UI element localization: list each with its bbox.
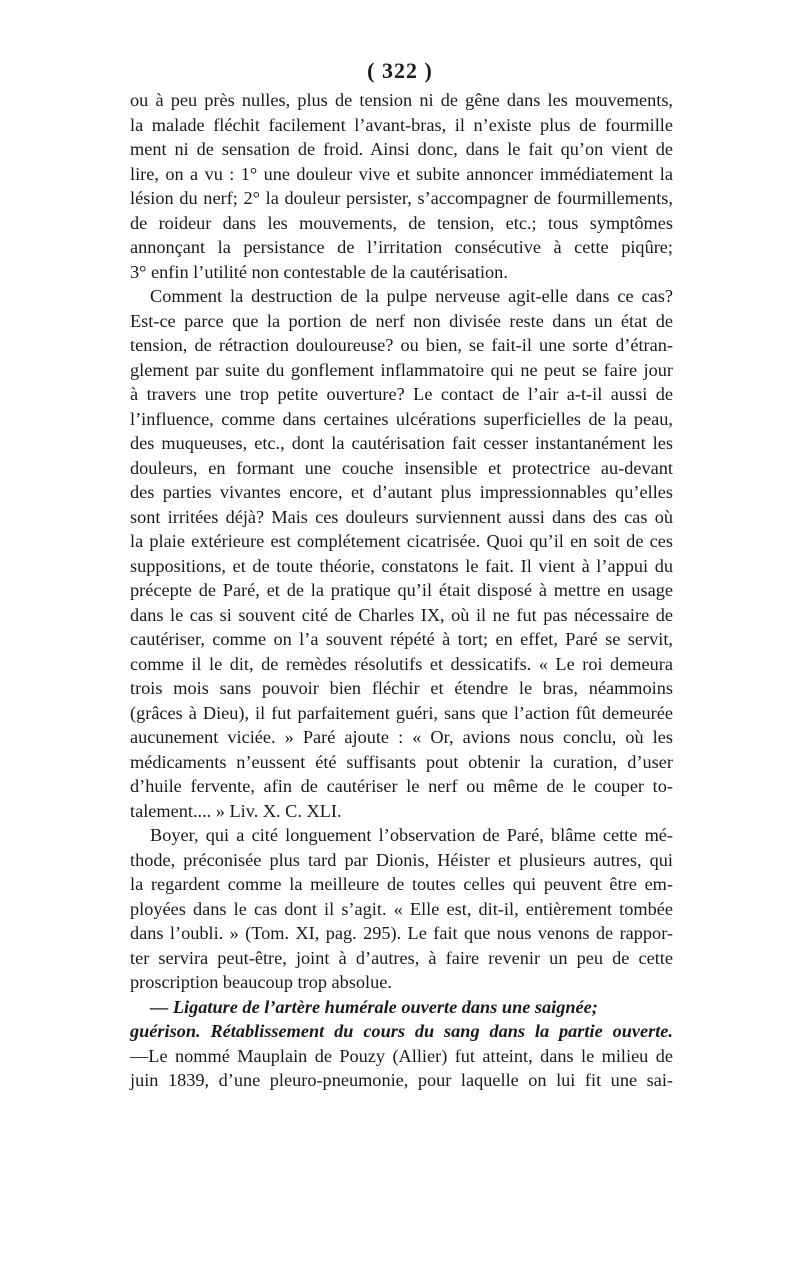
- page-number: ( 322 ): [367, 58, 433, 83]
- text-line: lire, on a vu : 1° une douleur vive et subite annoncer immédiatement la: [130, 163, 673, 184]
- text-line: aucunement viciée. » Paré ajoute : « Or, avions nous conclu, où les: [130, 727, 673, 747]
- text-line: comme il le dit, de remèdes résolutifs et dessicatifs. « Le roi demeura: [130, 653, 673, 674]
- text-line: la regardent comme la meilleure de toutes celles qui peuvent être em-: [130, 874, 673, 894]
- text-line: — Ligature de l’artère humérale ouverte dans une saignée;: [150, 996, 598, 1017]
- text-line: lésion du nerf; 2° la douleur persister, s’accompagner de fourmillements,: [130, 188, 673, 208]
- text-line: Comment la destruction de la pulpe nerveuse agit-elle dans ce cas?: [150, 286, 673, 306]
- text-line: Boyer, qui a cité longuement l’observation de Paré, blâme cette mé-: [150, 825, 673, 845]
- text-line: trois mois sans pouvoir bien fléchir et étendre le bras, néammoins: [130, 678, 673, 698]
- text-line: (grâces à Dieu), il fut parfaitement guéri, sans que l’action fût demeurée: [130, 702, 673, 723]
- text-line: juin 1839, d’une pleuro-pneumonie, pour laquelle on lui fit une sai-: [130, 1070, 673, 1090]
- text-line: douleurs, en formant une couche insensible et protectrice au-devant: [130, 457, 673, 478]
- text-line: Est-ce parce que la portion de nerf non divisée reste dans un état de: [130, 310, 673, 331]
- text-line: la plaie extérieure est complétement cicatrisée. Quoi qu’il en soit de ces: [130, 531, 673, 551]
- text-line: talement.... » Liv. X. C. XLI.: [130, 800, 342, 821]
- text-line: sont irritées déjà? Mais ces douleurs surviennent aussi dans des cas où: [130, 506, 673, 527]
- text-line: thode, préconisée plus tard par Dionis, Héister et plusieurs autres, qui: [130, 849, 673, 870]
- text-line: —Le nommé Mauplain de Pouzy (Allier) fut atteint, dans le milieu de: [130, 1045, 673, 1066]
- text-line: guérison. Rétablissement du cours du sang dans la partie ouverte.: [130, 1021, 673, 1041]
- text-line: proscription beaucoup trop absolue.: [130, 972, 392, 992]
- text-line: dans l’oubli. » (Tom. XI, pag. 295). Le fait que nous venons de rappor-: [130, 923, 673, 943]
- text-line: annonçant la persistance de l’irritation consécutive à cette piqûre;: [130, 237, 673, 257]
- text-line: des muqueuses, etc., dont la cautérisation fait cesser instantanément les: [130, 433, 673, 453]
- text-line: l’influence, comme dans certaines ulcérations superficielles de la peau,: [130, 408, 673, 429]
- text-line: ou à peu près nulles, plus de tension ni de gêne dans les mouvements,: [130, 90, 673, 110]
- text-line: dans le cas si souvent cité de Charles IX, où il ne fut pas nécessaire de: [130, 604, 673, 625]
- text-line: des parties vivantes encore, et d’autant plus impressionnables qu’elles: [130, 482, 673, 502]
- text-line: cautériser, comme on l’a souvent répété à tort; en effet, Paré se servit,: [130, 629, 673, 649]
- text-line: d’huile fervente, afin de cautériser le nerf ou même de le couper to-: [130, 776, 673, 796]
- text-line: ployées dans le cas dont il s’agit. « Elle est, dit-il, entièrement tombée: [130, 898, 673, 919]
- text-line: précepte de Paré, et de la pratique qu’il était disposé à mettre en usage: [130, 580, 673, 600]
- text-line: suppositions, et de toute théorie, constatons le fait. Il vient à l’appui du: [130, 555, 673, 576]
- text-line: tension, de rétraction douloureuse? ou bien, se fait-il une sorte d’étran-: [130, 335, 673, 355]
- text-line: ter servira peut-être, joint à d’autres, à faire revenir un peu de cette: [130, 947, 673, 968]
- body-text: [130, 88, 673, 1093]
- text-line: 3° enfin l’utilité non contestable de la cautérisation.: [130, 261, 508, 282]
- text-line: à travers une trop petite ouverture? Le contact de l’air a-t-il aussi de: [130, 384, 673, 404]
- text-line: glement par suite du gonflement inflammatoire qui ne peut se faire jour: [130, 359, 673, 380]
- text-line: médicaments n’eussent été suffisants pout obtenir la curation, d’user: [130, 751, 673, 772]
- text-line: de roideur dans les mouvements, de tension, etc.; tous symptômes: [130, 212, 673, 233]
- text-line: ment ni de sensation de froid. Ainsi donc, dans le fait qu’on vient de: [130, 139, 673, 159]
- text-line: la malade fléchit facilement l’avant-bras, il n’existe plus de fourmille: [130, 114, 673, 135]
